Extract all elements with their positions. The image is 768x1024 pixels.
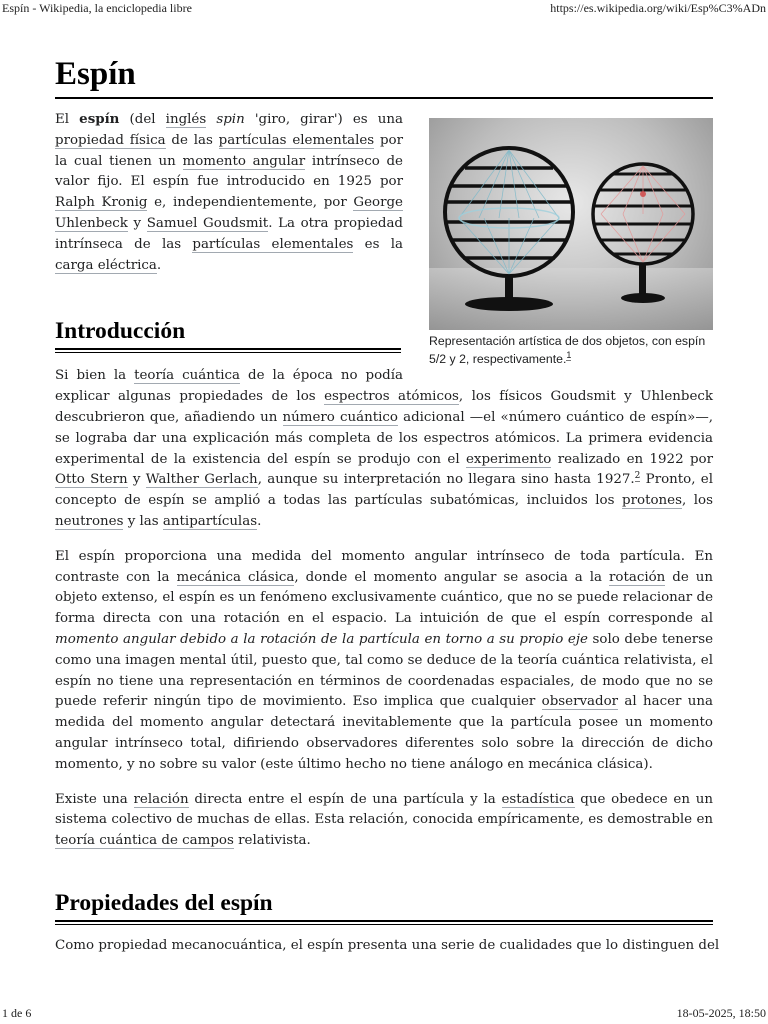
introduccion-paragraph-3: Existe una relación directa entre el espín de una partícula y la estadística que obedece en un sistema colectivo de muchas de ellas. Esta relación, conocida empíricamente, es demostrable en teoría cuántica de campos relativista.	[55, 791, 713, 849]
page-title: Espín	[55, 52, 713, 99]
link-experimento[interactable]: experimento	[465, 451, 552, 467]
link-ralph-kronig[interactable]: Ralph Kronig	[55, 195, 148, 211]
print-header-url: https://es.wikipedia.org/wiki/Esp%C3%ADn	[550, 1, 766, 15]
link-protones[interactable]: protones	[622, 493, 682, 509]
introduccion-paragraph-1: Si bien la teoría cuántica de la época no podía explicar algunas propiedades de los espectros atómicos, los físicos Goudsmit y Uhlenbeck descubrieron que, añadiendo un número cuántico adicional —el «número cuántico de espín»—, se lograba dar una explicación más completa de los espectros atómicos. La primera evidencia experimental de la existencia del espín se produjo con el experimento realizado en 1922 por Otto Stern y Walther Gerlach, aunque su interpretación no llegara sino hasta 1927.$^2$ Pronto, el concepto de espín se amplió a todas las partículas subatómicas, incluidos los protones, los neutrones y las antipartículas.	[55, 368, 714, 529]
link-carga-electrica[interactable]: carga eléctrica	[55, 257, 157, 273]
print-footer-page: 1 de 6	[2, 1006, 32, 1020]
spin-sculpture-illustration	[429, 118, 713, 330]
link-rotacion[interactable]: rotación	[609, 569, 666, 585]
link-walther-gerlach[interactable]: Walther Gerlach	[145, 472, 258, 488]
bold-term-espin: espín	[79, 111, 120, 127]
link-neutrones[interactable]: neutrones	[55, 513, 124, 529]
link-george-uhlenbeck[interactable]: George Uhlenbeck	[55, 195, 403, 231]
link-propiedad-fisica[interactable]: propiedad física	[55, 132, 166, 148]
spin-sculpture-image[interactable]	[429, 118, 713, 330]
introduccion-paragraph-2: El espín proporciona una medida del momento angular intrínseco de toda partícula. En contraste con la mecánica clásica, donde el momento angular se asocia a la rotación de un objeto extenso, el espín es un fenómeno exclusivamente cuántico, que no se puede relacionar de forma directa con una rotación en el espacio. La intuición de que el espín corresponde al momento angular debido a la rotación de la partícula en torno a su propio eje solo debe tenerse como una imagen mental útil, puesto que, tal como se deduce de la teoría cuántica relativista, el espín no tiene una representación en términos de coordenadas espaciales, de modo que no se puede referir ningún tipo de movimiento. Eso implica que cualquier observador al hacer una medida del momento angular detectará inevitablemente que la partícula posee un momento angular intrínseco total, difiriendo observadores diferentes solo sobre la dirección de dicho momento, y no sobre su valor (este último hecho no tiene análogo en mecánica clásica).	[55, 548, 714, 772]
intro-paragraph: El espín (del inglés spin 'giro, girar') es una propiedad física de las partículas elementales por la cual tienen un momento angular intrínseco de valor fijo. El espín fue introducido en 1925 por Ralph Kronig e, independientemente, por George Uhlenbeck y Samuel Goudsmit. La otra propiedad intrínseca de las partículas elementales es la carga eléctrica.	[55, 111, 404, 273]
section-heading-introduccion: Introducción	[55, 316, 401, 350]
print-footer-datetime: 18-05-2025, 18:50	[676, 1006, 766, 1020]
link-mecanica-clasica[interactable]: mecánica clásica	[176, 569, 295, 585]
link-antiparticulas[interactable]: antipartículas	[162, 513, 258, 529]
link-teoria-cuantica[interactable]: teoría cuántica	[134, 368, 241, 384]
print-footer	[0, 1006, 768, 1020]
link-otto-stern[interactable]: Otto Stern	[55, 472, 128, 488]
reference-1[interactable]: 1	[566, 349, 572, 360]
link-teoria-cuantica-de-campos[interactable]: teoría cuántica de campos	[55, 833, 234, 849]
link-particulas-elementales[interactable]: partículas elementales	[218, 132, 375, 148]
link-samuel-goudsmit[interactable]: Samuel Goudsmit	[146, 215, 269, 231]
link-ingles[interactable]: inglés	[165, 112, 207, 127]
reference-2[interactable]: 2	[634, 470, 641, 481]
figure-caption: Representación artística de dos objetos, con espín 5/2 y 2, respectivamente.$^1$	[429, 334, 706, 366]
link-particulas-elementales-2[interactable]: partículas elementales	[192, 236, 354, 252]
thumbnail-figure	[429, 115, 713, 368]
link-espectros-atomicos[interactable]: espectros atómicos	[324, 389, 459, 405]
link-estadistica[interactable]: estadística	[501, 791, 575, 807]
link-relacion[interactable]: relación	[133, 791, 189, 807]
propiedades-paragraph-1: Como propiedad mecanocuántica, el espín presenta una serie de cualidades que lo distinguen del	[55, 937, 720, 953]
print-header-title: Espín - Wikipedia, la enciclopedia libre	[2, 1, 192, 15]
link-observador[interactable]: observador	[541, 694, 619, 710]
link-momento-angular[interactable]: momento angular	[182, 153, 306, 169]
print-header	[0, 1, 768, 17]
article-content	[55, 52, 720, 957]
link-numero-cuantico[interactable]: número cuántico	[282, 409, 398, 425]
section-heading-propiedades: Propiedades del espín	[55, 888, 713, 922]
